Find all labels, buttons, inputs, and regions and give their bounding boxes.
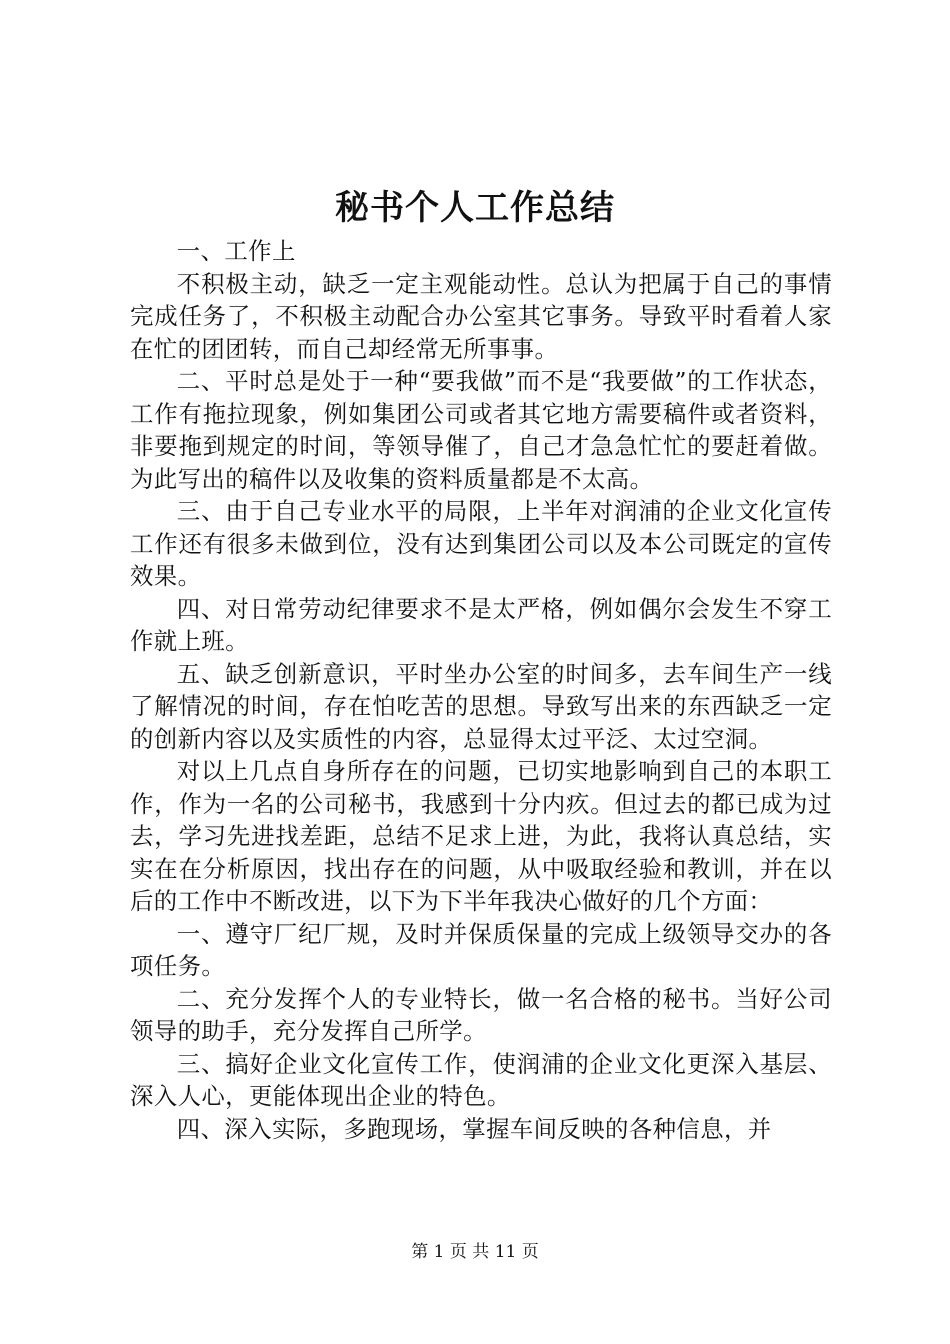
paragraph: 三、由于自己专业水平的局限，上半年对润浦的企业文化宣传工作还有很多未做到位，没有达到集团公司以及本公司既定的宣传效果。 <box>130 497 832 590</box>
section-heading: 一、工作上 <box>176 237 296 265</box>
page-number: 第 1 页 共 11 页 <box>411 1242 539 1262</box>
paragraph: 一、遵守厂纪厂规，及时并保质保量的完成上级领导交办的各项任务。 <box>130 919 832 980</box>
paragraph: 五、缺乏创新意识，平时坐办公室的时间多，去车间生产一线了解情况的时间，存在怕吃苦的思想。导致写出来的东西缺乏一定的创新内容以及实质性的内容，总显得太过平泛、太过空洞。 <box>130 659 832 753</box>
paragraph: 四、深入实际，多跑现场，掌握车间反映的各种信息，并 <box>176 1114 772 1143</box>
paragraph: 不积极主动，缺乏一定主观能动性。总认为把属于自己的事情完成任务了，不积极主动配合办公室其它事务。导致平时看着人家在忙的团团转，而自己却经常无所事事。 <box>130 269 832 363</box>
paragraph: 二、平时总是处于一种“要我做”而不是“我要做”的工作状态，工作有拖拉现象，例如集团公司或者其它地方需要稿件或者资料，非要拖到规定的时间，等领导催了，自己才急急忙忙的要赶着做。为此写出的稿件以及收集的资料质量都是不太高。 <box>130 367 832 493</box>
document-title: 秘书个人工作总结 <box>335 188 615 228</box>
document-body <box>130 235 832 1145</box>
paragraph: 对以上几点自身所存在的问题，已切实地影响到自己的本职工作，作为一名的公司秘书，我感到十分内疚。但过去的都已成为过去，学习先进找差距，总结不足求上进，为此，我将认真总结，实实在在分析原因，找出存在的问题，从中吸取经验和教训，并在以后的工作中不断改进，以下为下半年我决心做好的几个方面： <box>130 757 832 915</box>
paragraph: 三、搞好企业文化宣传工作，使润浦的企业文化更深入基层、深入人心，更能体现出企业的特色。 <box>130 1049 832 1110</box>
paragraph: 二、充分发挥个人的专业特长，做一名合格的秘书。当好公司领导的助手，充分发挥自己所学。 <box>130 984 832 1045</box>
paragraph: 四、对日常劳动纪律要求不是太严格，例如偶尔会发生不穿工作就上班。 <box>130 594 832 655</box>
